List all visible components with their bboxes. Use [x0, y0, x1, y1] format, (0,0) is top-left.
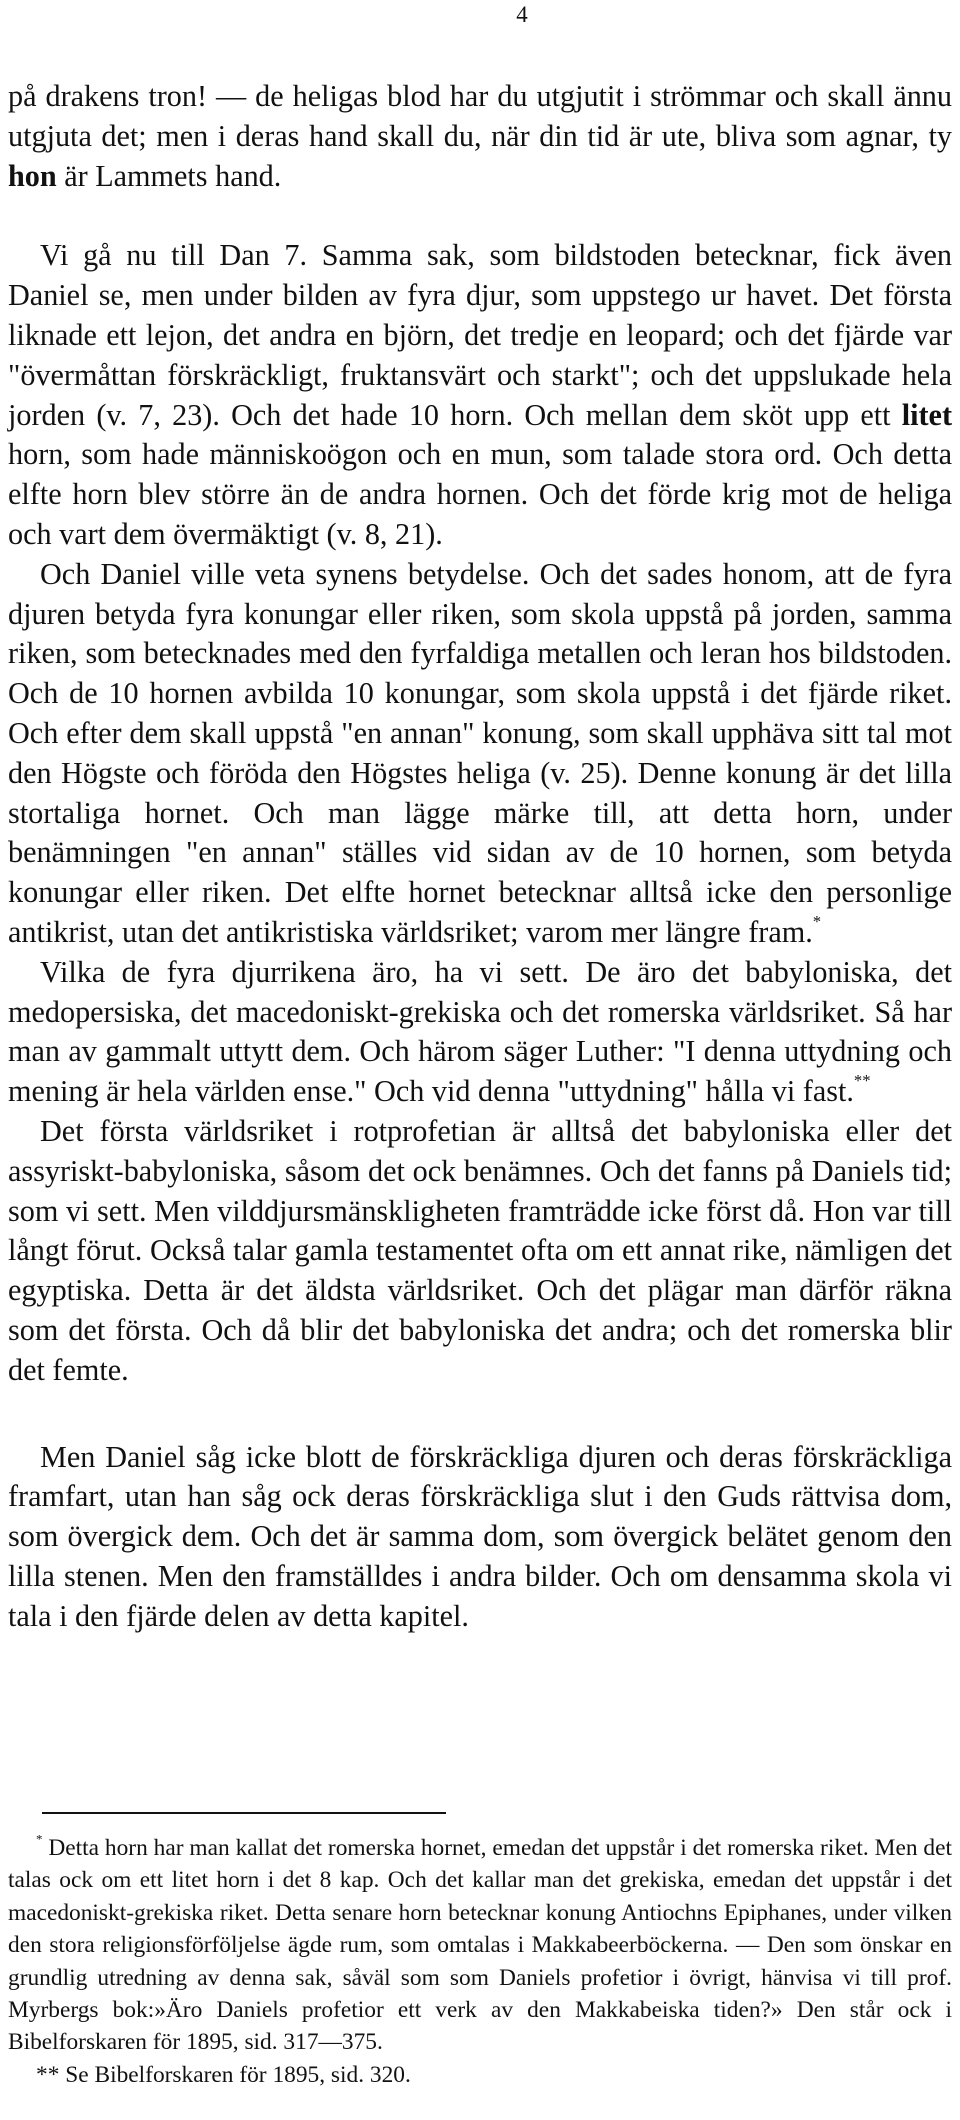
paragraph-2-text-a: Vi gå nu till Dan 7. Samma sak, som bildstoden betecknar, fick även Daniel se, men under bilden av fyra djur, som uppstego ur havet. Det första liknade ett lejon, det andra en björn, det tredje en leopard; och det fjärde var "övermåttan förskräckligt, fruktansvärt och starkt"; och det uppslukade hela jorden (v. 7, 23). Och det hade 10 horn. Och mellan dem sköt upp ett [8, 238, 952, 432]
paragraph-1 [8, 77, 952, 196]
footnote-2 [8, 2059, 952, 2091]
paragraph-4-text: Vilka de fyra djurrikena äro, ha vi sett. De äro det babyloniska, det medopersiska, det macedoniskt-grekiska och det romerska världsriket. Så har man av gammalt uttytt dem. Och härom säger Luther: "I denna uttydning och mening är hela världen ense." Och vid denna "uttydning" hålla vi fast. [8, 954, 952, 1109]
paragraph-1-text: på drakens tron! — de heligas blod har du utgjutit i strömmar och skall ännu utgjuta det; men i deras hand skall du, när din tid är ute, bliva som agnar, ty [8, 79, 952, 153]
footnote-ref-2: ** [853, 1071, 871, 1091]
paragraph-6-text: Men Daniel såg icke blott de förskräckliga djuren och deras förskräckliga framfart, utan han såg ock deras förskräckliga slut i den Guds rättvisa dom, som övergick dem. Och det är samma dom, som övergick belätet genom den lilla stenen. Men den framställdes i andra bilder. Och om densamma skola vi tala i den fjärde delen av detta kapitel. [8, 1439, 952, 1633]
page-number-text: 4 [516, 2, 528, 27]
paragraph-1-end: är Lammets hand. [56, 158, 282, 193]
bold-word-litet: litet [901, 397, 952, 432]
paragraph-3 [8, 555, 952, 953]
footnote-divider [42, 1812, 446, 1814]
footnote-ref-1: * [812, 912, 822, 931]
paragraph-4 [8, 953, 952, 1112]
footnote-1 [8, 1832, 952, 2059]
paragraph-6 [8, 1438, 952, 1637]
footnotes [8, 1812, 952, 2091]
page-number [0, 2, 960, 28]
paragraph-2-text-b: horn, som hade människoögon och en mun, som talade stora ord. Och detta elfte horn blev större än de andra hornen. Och det förde krig mot de heliga och vart dem övermäktigt (v. 8, 21). [8, 437, 952, 551]
paragraph-5 [8, 1112, 952, 1391]
bold-word-hon: hon [8, 158, 57, 193]
paragraph-5-text: Det första världsriket i rotprofetian är alltså det babyloniska eller det assyriskt-babyloniska, såsom det ock benämnes. Och det fanns på Daniels tid; som vi sett. Men vilddjursmänskligheten framträdde icke först då. Hon var till långt förut. Också talar gamla testamentet ofta om ett annat rike, nämligen det egyptiska. Detta är det äldsta världsriket. Och det plägar man därför räkna som det första. Och då blir det babyloniska det andra; och det romerska blir det femte. [8, 1113, 952, 1387]
paragraph-2 [8, 236, 952, 554]
footnote-2-text: ** Se Bibelforskaren för 1895, sid. 320. [36, 2061, 411, 2088]
footnote-1-text: Detta horn har man kallat det romerska hornet, emedan det uppstår i det romerska riket. Men det talas ock om ett litet horn i det 8 kap. Och det kallar man det grekiska, emedan det uppstår i det macedoniskt-grekiska riket. Detta senare horn betecknar konung Antiochns Epiphanes, under vilken den stora religionsförföljelse ägde rum, som omtalas i Makkabeerböckerna. — Den som önskar en grundlig utredning av denna sak, såväl som som Daniels profetior i övrigt, hänvisa vi till prof. Myrbergs bok:»Äro Daniels profetior ett verk av den Makkabeiska tiden?» Den står ock i Bibelforskaren för 1895, sid. 317—375. [8, 1835, 952, 2056]
paragraph-3-text: Och Daniel ville veta synens betydelse. Och det sades honom, att de fyra djuren betyda fyra konungar eller riken, som skola uppstå på jorden, samma riken, som betecknades med den fyrfaldiga metallen och leran hos bildstoden. Och de 10 hornen avbilda 10 konungar, som skola uppstå i det fjärde riket. Och efter dem skall uppstå "en annan" konung, som skall upphäva sitt tal mot den Högste och föröda den Högstes heliga (v. 25). Denne konung är det lilla stortaliga hornet. Och man lägge märke till, att detta horn, under benämningen "en annan" ställes vid sidan av de 10 hornen, som betyda konungar eller riken. Det elfte hornet betecknar alltså icke den personlige antikrist, utan det antikristiska världsriket; varom mer längre fram. [8, 556, 952, 949]
footnote-1-mark: * [36, 1832, 43, 1847]
main-text [8, 77, 952, 1636]
